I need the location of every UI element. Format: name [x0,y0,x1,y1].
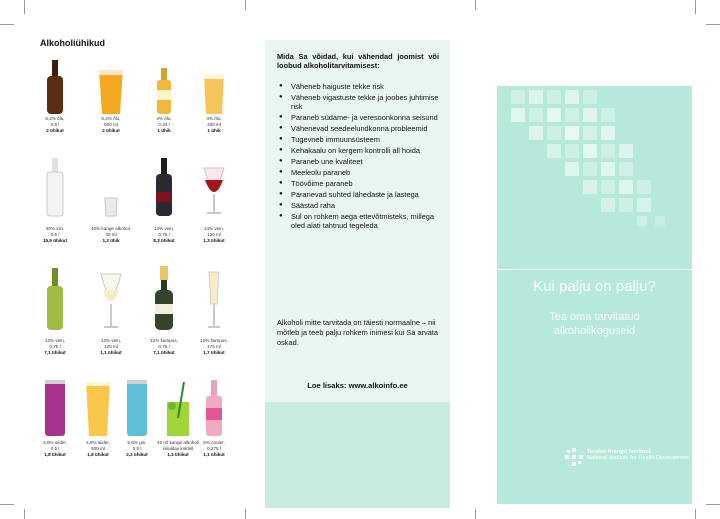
red-wine-glass-icon [186,158,242,216]
beer-bottle-icon [27,58,83,116]
crop-mark [695,0,696,14]
list-item: ● Tugevneb immuunsüsteem [277,135,442,144]
crop-mark [24,0,25,14]
list-item: ● Paraneb südame- ja veresoonkonna seisund [277,113,442,122]
drink-item: 12% šampus, 175 ml 1,7 ühikut [186,266,242,356]
drink-item: 12% vein, 120 ml 1,1 ühikut [83,266,139,356]
drink-item: 40% viin, 0,5 l 15,9 ühikut [27,158,83,244]
cover-subtitle: Tea oma tarvitatud alkoholikoguseid [549,311,640,337]
champagne-glass-icon [186,266,242,324]
more-info-link[interactable]: Loe lisaks: www.alkoinfo.ee [307,381,408,390]
drink-item: 5% cooler, 0,275 l 1,1 ühikut [186,378,242,458]
drink-item: 5,2% õlu, 0,5 l 2 ühikut [27,58,83,134]
drink-item: 4% õlu, 0,33 l 1 ühik [136,58,192,134]
benefits-intro: Mida Sa võidad, kui vähendad joomist või loobud alkoholitarvitamisest: [277,52,439,70]
crop-mark [706,504,720,505]
white-wine-bottle-icon [27,266,83,324]
cooler-bottle-icon [186,378,242,436]
list-item: ● Kehakaalu on kergem kontrolli all hoida [277,146,442,155]
list-item: ● Väheneb vigastuste tekke ja joobes juhtimise risk [277,93,442,111]
benefits-list [277,82,442,232]
drink-item: 4,5% siider, 0,5 l 1,8 ühikut [27,378,83,458]
drink-item: 40% kange alkohol, 40 ml 1,3 ühik [83,158,139,244]
list-item: ● Väheneb haiguste tekke risk [277,82,442,91]
beer-glass-small-icon [186,58,242,116]
fold-mark [245,509,246,519]
fold-mark [475,509,476,519]
white-wine-glass-icon [83,266,139,324]
crop-mark [706,24,720,25]
crop-mark [695,509,696,519]
drink-item: 12% vein, 0,75 l 7,1 ühikut [27,266,83,356]
fold-mark [245,0,246,10]
list-item: ● Vähenevad seedeelundkonna probleemid [277,124,442,133]
cover-panel [497,86,692,504]
beer-bottle-small-icon [136,58,192,116]
list-item: ● Paranevad suhted lähedaste ja lastega [277,190,442,199]
drink-item: 5,6% gin, 0,5 l 2,2 ühikut [109,378,165,458]
list-item: ● Meeleolu paraneb [277,168,442,177]
vodka-bottle-icon [27,158,83,216]
drink-item: 5,2% õlu, 500 ml 2 ühikut [83,58,139,134]
cover-divider [497,269,692,270]
drink-item: 40 ml kange alkoholi sisaldav kokteil 1,3 ühikut [150,378,206,458]
fold-mark [475,0,476,10]
benefits-panel [265,40,450,508]
crop-mark [0,24,14,25]
drink-item: 4,5% siider, 500 ml 1,8 ühikut [70,378,126,458]
cover-title: Kui palju on palju? [533,278,656,295]
crop-mark [0,504,14,505]
list-item: ● Paraneb une kvaliteet [277,157,442,166]
drink-item: 4% õlu, 330 ml 1 ühik [186,58,242,134]
crop-mark [24,509,25,519]
champagne-bottle-icon [136,266,192,324]
closing-paragraph: Alkoholi mitte tarvitada on täiesti normaalne – nii mõtleb ja teeb palju rohkem inimesi kui Sa arvata oskad. [277,318,439,347]
beer-glass-icon [83,58,139,116]
red-wine-bottle-icon [136,158,192,216]
logo-text: Tervise Arengu Instituut National Institute for Health Development [587,449,689,461]
drink-item: 12% šampus, 0,75 l 7,1 ühikut [136,266,192,356]
drink-item: 14% vein, 120 ml 1,3 ühikut [186,158,242,244]
list-item: ● Säästad raha [277,201,442,210]
list-item: ● Sul on rohkem aega ettevõtmisteks, millega oled alati tahtnud tegeleda [277,212,442,230]
shot-glass-icon [83,158,139,216]
benefits-bottom-band [265,402,450,508]
tai-logo [565,446,690,468]
list-item: ● Töövõime paraneb [277,179,442,188]
mosaic-pattern [497,86,692,236]
panel-title: Alkoholiühikud [40,38,105,48]
logo-mark-icon [565,448,583,466]
drink-item: 14% vein, 0,75 l 8,3 ühikut [136,158,192,244]
